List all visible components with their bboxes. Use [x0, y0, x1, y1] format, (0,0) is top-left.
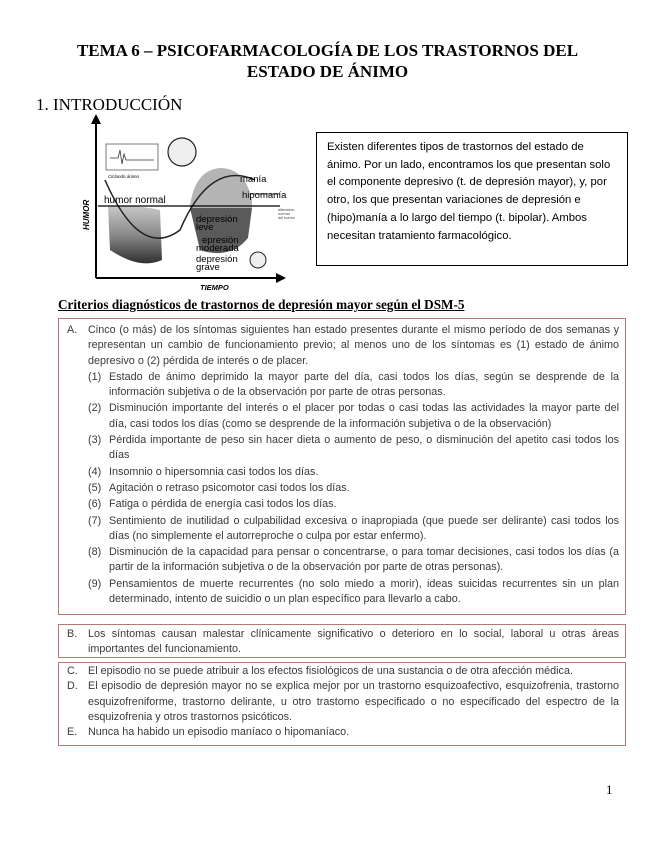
mood-spectrum-figure: [80, 110, 305, 292]
symptom-number: (9): [88, 577, 102, 590]
label-mania: manía: [240, 174, 267, 185]
criteria-title: Criterios diagnósticos de trastornos de depresión mayor según el DSM-5: [58, 297, 465, 312]
label-depresion-grave: depresión grave: [196, 254, 238, 273]
page-number: 1: [606, 782, 613, 797]
inset-chart: [106, 144, 158, 170]
title-line-2: ESTADO DE ÁNIMO: [246, 62, 409, 81]
symptom-item: [88, 481, 619, 496]
criterion-text: Los síntomas causan malestar clínicamente significativo o deterioro en lo social, laboral u otras áreas importantes del funcionamiento.: [88, 628, 619, 656]
criterion-text: Cinco (o más) de los síntomas siguientes han estado presentes durante el mismo período de dos semanas y representan un cambio de funcionamiento previo; al menos uno de los síntomas es (1) estado de ánimo depresivo o (2) pérdida de interés o de placer.: [88, 324, 619, 367]
symptom-text: Sentimiento de inutilidad o culpabilidad excesiva o inapropiada (que puede ser delirante) casi todos los días (no simplemente el autorreproche o culpa por estar enfermo).: [109, 514, 619, 542]
y-axis-label: HUMOR: [82, 199, 91, 230]
symptom-number: (8): [88, 546, 102, 559]
criterion-letter: D.: [67, 680, 78, 693]
symptom-text: Fatiga o pérdida de energía casi todos los días.: [109, 498, 337, 511]
symptom-text: Disminución de la capacidad para pensar o concentrarse, o para tomar decisiones, casi todos los días (a partir de la información subjetiva o de la observación por parte de otras personas).: [109, 546, 619, 574]
criterion-letter: E.: [67, 726, 78, 739]
y-axis-arrow: [91, 114, 101, 124]
symptom-item: [88, 514, 619, 545]
symptom-number: (4): [88, 465, 102, 478]
symptom-text: Agitación o retraso psicomotor casi todos los días.: [109, 481, 350, 494]
symptom-text: Pérdida importante de peso sin hacer dieta o aumento de peso, o disminución del apetito casi todos los días: [109, 434, 619, 462]
criterion-c: [67, 664, 619, 679]
x-axis-label: TIEMPO: [200, 283, 229, 292]
symptom-text: Insomnio o hipersomnia casi todos los días.: [109, 465, 319, 478]
symptom-number: (1): [88, 370, 102, 383]
symptom-number: (7): [88, 514, 102, 527]
mania-face-icon: [168, 138, 196, 166]
symptom-item: [88, 370, 619, 401]
label-alteracion: alteración normal del humor: [278, 208, 295, 220]
symptom-item: [88, 465, 619, 480]
label-humor-normal: humor normal: [104, 195, 166, 206]
criterion-letter: B.: [67, 628, 78, 640]
symptom-item: [88, 401, 619, 432]
symptom-item: [88, 433, 619, 464]
intro-text-box: Existen diferentes tipos de trastornos del estado de ánimo. Por un lado, encontramos los que presentan solo el componente depresivo (t. de depresión mayor), y, por otro, los que presentan variaciones de depresión e (hipo)manía a lo largo del tiempo (t. bipolar). Ambos necesitan tratamiento farmacológico.: [316, 132, 628, 266]
document-title: [30, 40, 625, 82]
label-depresion-leve: depresión leve: [196, 214, 238, 233]
symptom-number: (5): [88, 481, 102, 494]
depressed-face-icon: [250, 252, 266, 268]
symptom-text: Pensamientos de muerte recurrentes (no solo miedo a morir), ideas suicidas recurrentes sin un plan determinado, intento de suicidio o un plan específico para llevarlo a cabo.: [109, 577, 619, 606]
criterion-text: El episodio no se puede atribuir a los efectos fisiológicos de una sustancia o de otra afección médica.: [88, 665, 573, 677]
section-heading: 1. INTRODUCCIÓN: [36, 95, 183, 114]
title-line-1: TEMA 6 – PSICOFARMACOLOGÍA DE LOS TRASTORNOS DEL: [76, 41, 579, 60]
criterion-b: [67, 627, 619, 658]
criterion-e: [67, 725, 619, 740]
symptom-text: Disminución importante del interés o el placer por todas o casi todas las actividades la mayor parte del día, casi todos los días (como se desprende de la información subjetiva o de la observación): [109, 402, 619, 430]
criterion-a: [67, 323, 619, 369]
label-depresion-moderada: epresión moderada: [196, 235, 239, 254]
criterion-a-box: [58, 318, 626, 615]
symptom-number: (2): [88, 402, 102, 415]
criterion-d: [67, 679, 619, 725]
symptom-item: [88, 497, 619, 512]
mood-wave-lower: [108, 206, 162, 263]
symptom-list: [67, 370, 619, 607]
criteria-cde-box: [58, 662, 626, 746]
label-hipomania: hipomanía: [242, 190, 287, 201]
symptom-number: (3): [88, 434, 102, 447]
criterion-text: El episodio de depresión mayor no se explica mejor por un trastorno esquizoafectivo, esquizofrenia, trastorno esquizofreniforme, trastorno delirante, u otro trastorno especificado o no especificado del espectro de la esquizofrenia y otros trastornos psicóticos.: [88, 680, 619, 723]
criterion-text: Nunca ha habido un episodio maníaco o hipomaníaco.: [88, 726, 350, 739]
inset-caption: Ciclando ánimo: [108, 174, 140, 179]
x-axis-arrow: [276, 273, 286, 283]
criterion-b-box: [58, 624, 626, 658]
criterion-letter: C.: [67, 665, 78, 677]
symptom-item: [88, 577, 619, 608]
criterion-letter: A.: [67, 324, 78, 336]
symptom-text: Estado de ánimo deprimido la mayor parte del día, casi todos los días, según se desprende de la información subjetiva o de la observación por parte de otras personas.: [109, 370, 619, 399]
symptom-number: (6): [88, 498, 102, 511]
symptom-item: [88, 545, 619, 576]
